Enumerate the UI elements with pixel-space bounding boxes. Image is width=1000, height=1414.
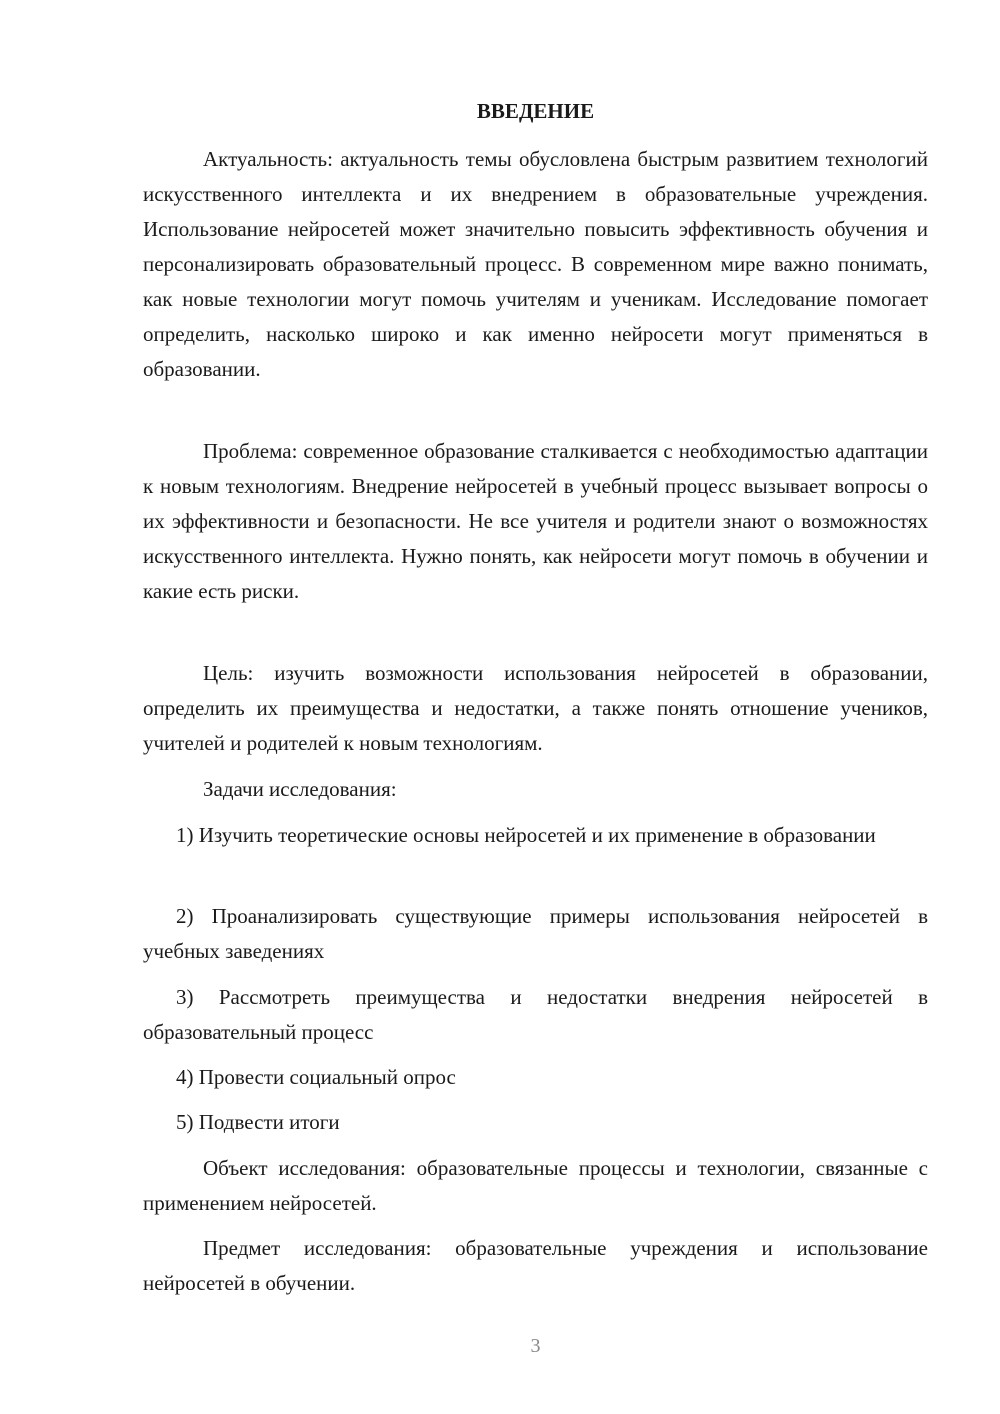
section-title: ВВЕДЕНИЕ [476, 99, 595, 123]
task-item: 2) Проанализировать существующие примеры использования нейросетей в учебных заведениях [143, 904, 928, 963]
object-paragraph: Объект исследования: образовательные процессы и технологии, связанные с применением нейросетей. [143, 1156, 928, 1215]
task-item: 5) Подвести итоги [176, 1110, 340, 1134]
task-item: 1) Изучить теоретические основы нейросетей и их применение в образовании [176, 823, 876, 847]
problem-paragraph: Проблема: современное образование сталкивается с необходимостью адаптации к новым технологиям. Внедрение нейросетей в учебный процесс вызывает вопросы о их эффективности и безопасности. Не все учителя и родители знают о возможностях искусственного интеллекта. Нужно понять, как нейросети могут помочь в обучении и какие есть риски. [143, 439, 928, 603]
tasks-heading: Задачи исследования: [203, 777, 397, 801]
goal-paragraph: Цель: изучить возможности использования нейросетей в образовании, определить их преимущества и недостатки, а также понять отношение учеников, учителей и родителей к новым технологиям. [143, 661, 928, 755]
relevance-paragraph: Актуальность: актуальность темы обусловлена быстрым развитием технологий искусственного интеллекта и их внедрением в образовательные учреждения. Использование нейросетей может значительно повысить эффективность обучения и персонализировать образовательный процесс. В современном мире важно понимать, как новые технологии могут помочь учителям и ученикам. Исследование помогает определить, насколько широко и как именно нейросети могут применяться в образовании. [143, 147, 928, 381]
task-item: 4) Провести социальный опрос [176, 1065, 456, 1089]
subject-paragraph: Предмет исследования: образовательные учреждения и использование нейросетей в обучении. [143, 1236, 928, 1295]
task-item: 3) Рассмотреть преимущества и недостатки внедрения нейросетей в образовательный процесс [143, 985, 928, 1044]
page-number: 3 [530, 1335, 541, 1357]
